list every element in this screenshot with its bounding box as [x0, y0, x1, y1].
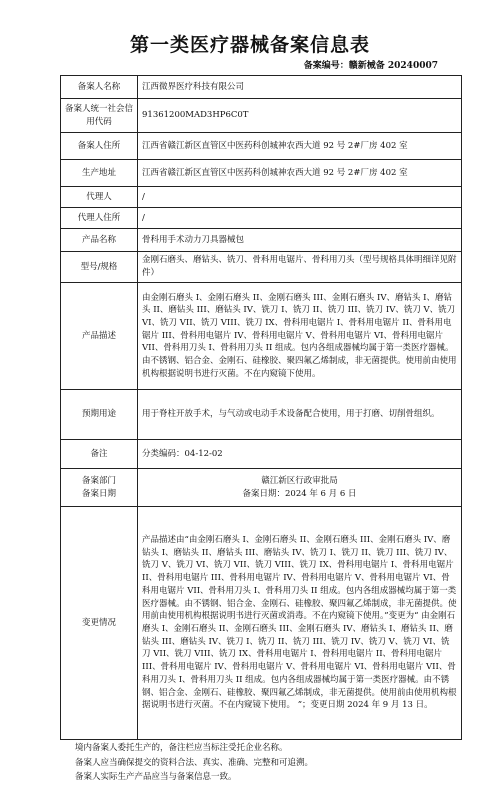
label-product-name: 产品名称 [61, 229, 138, 252]
label-registrant-name: 备案人名称 [61, 76, 138, 99]
value-product-description: 由金刚石磨头 I、金刚石磨头 II、金刚石磨头 III、金刚石磨头 IV、磨钻头 I、磨钻头 II、磨钻头 III、磨钻头 IV、铣刀 I、铣刀 II、铣刀 III、铣刀 IV、铣刀 V、铣刀 VI、铣刀 VII、铣刀 VIII、铣刀 IX、骨科用电锯片 I、骨科用电锯片 II、骨科用电锯片 III、骨科用电锯片 IV、骨科用电锯片 V、骨科用电锯片 VI、骨科用电锯片 VII、骨科用刀头 I、骨科用刀头 II 组成。包内各组成器械均属于第一类医疗器械。由不锈钢、铝合金、金刚石、硅橡胶、聚四氟乙烯制成，非无菌提供。使用前由使用机构根据说明书进行灭菌。不在内窥镜下使用。 [138, 283, 462, 390]
row-change-history [61, 507, 462, 740]
row-registrant-name [61, 76, 462, 99]
value-product-name: 骨科用手术动力刀具器械包 [138, 229, 462, 252]
registration-info-table [60, 75, 462, 740]
row-intended-use [61, 390, 462, 440]
label-agent-address: 代理人住所 [61, 208, 138, 229]
value-registrant-name: 江西微界医疗科技有限公司 [138, 76, 462, 99]
row-registrant-address [61, 133, 462, 160]
value-remarks: 分类编码：04-12-02 [138, 440, 462, 469]
value-change-history: 产品描述由“由金刚石磨头 I、金刚石磨头 II、金刚石磨头 III、金刚石磨头 IV、磨钻头 I、磨钻头 II、磨钻头 III、磨钻头 IV、铣刀 I、铣刀 II、铣刀 III、铣刀 IV、铣刀 V、铣刀 VI、铣刀 VII、铣刀 VIII、铣刀 IX、骨科用电锯片 I、骨科用电锯片 II、骨科用电锯片 III、骨科用电锯片 IV、骨科用电锯片 V、骨科用电锯片 VI、骨科用电锯片 VII、骨科用刀头 I、骨科用刀头 II 组成。包内各组成器械均属于第一类医疗器械。由不锈钢、铝合金、金刚石、硅橡胶、聚四氟乙烯制成，非无菌提供。使用前由使用机构根据说明书进行灭菌或消毒。不在内窥镜下使用。”变更为“ 由金刚石磨头 I、金刚石磨头 II、金刚石磨头 III、金刚石磨头 IV、磨钻头 I、磨钻头 II、磨钻头 III、磨钻头 IV、铣刀 I、铣刀 II、铣刀 III、铣刀 IV、铣刀 V、铣刀 VI、铣刀 VII、铣刀 VIII、铣刀 IX、骨科用电锯片 I、骨科用电锯片 II、骨科用电锯片 III、骨科用电锯片 IV、骨科用电锯片 V、骨科用电锯片 VI、骨科用电锯片 VII、骨科用刀头 I、骨科用刀头 II 组成。包内各组成器械均属于第一类医疗器械。由不锈钢、铝合金、金刚石、硅橡胶、聚四氟乙烯制成，非无菌提供。使用前由使用机构根据说明书进行灭菌。不在内窥镜下使用。 ”；变更日期 2024 年 9 月 13 日。 [138, 507, 462, 740]
row-credit-code [61, 99, 462, 133]
row-product-description [61, 283, 462, 390]
row-model-spec [61, 252, 462, 283]
value-filing-department: 赣江新区行政审批局 备案日期：2024 年 6 月 6 日 [138, 469, 462, 507]
label-product-description: 产品描述 [61, 283, 138, 390]
footer-notes [75, 741, 313, 785]
value-agent: / [138, 187, 462, 208]
row-agent [61, 187, 462, 208]
label-agent: 代理人 [61, 187, 138, 208]
label-change-history: 变更情况 [61, 507, 138, 740]
value-production-address: 江西省赣江新区直管区中医药科创城神农西大道 92 号 2#厂房 402 室 [138, 160, 462, 187]
footer-note-entrusted: 境内备案人委托生产的，备注栏应当标注受托企业名称。 [75, 743, 288, 753]
label-intended-use: 预期用途 [61, 390, 138, 440]
row-remarks [61, 440, 462, 469]
label-production-address: 生产地址 [61, 160, 138, 187]
label-remarks: 备注 [61, 440, 138, 469]
footer-note-accuracy: 备案人应当确保提交的资料合法、真实、准确、完整和可追溯。 [75, 757, 314, 768]
value-registrant-address: 江西省赣江新区直管区中医药科创城神农西大道 92 号 2#厂房 402 室 [138, 133, 462, 160]
registration-number: 备案编号：赣新械备 20240007 [303, 61, 438, 71]
value-agent-address: / [138, 208, 462, 229]
label-credit-code: 备案人统一社会信用代码 [61, 99, 138, 133]
label-filing-department: 备案部门 备案日期 [61, 469, 138, 507]
value-model-spec: 金刚石磨头、磨钻头、铣刀、骨科用电锯片、骨科用刀头（型号规格具体明细详见附件） [138, 252, 462, 283]
value-intended-use: 用于脊柱开放手术，与气动或电动手术设备配合使用，用于打磨、切削骨组织。 [138, 390, 462, 440]
label-model-spec: 型号/规格 [61, 252, 138, 283]
footer-note-consistency: 备案人实际生产产品应当与备案信息一致。 [75, 772, 237, 782]
row-filing-department [61, 469, 462, 507]
row-production-address [61, 160, 462, 187]
row-product-name [61, 229, 462, 252]
value-credit-code: 91361200MAD3HP6C0T [138, 99, 462, 133]
label-registrant-address: 备案人住所 [61, 133, 138, 160]
row-agent-address [61, 208, 462, 229]
document-title: 第一类医疗器械备案信息表 [129, 34, 370, 56]
